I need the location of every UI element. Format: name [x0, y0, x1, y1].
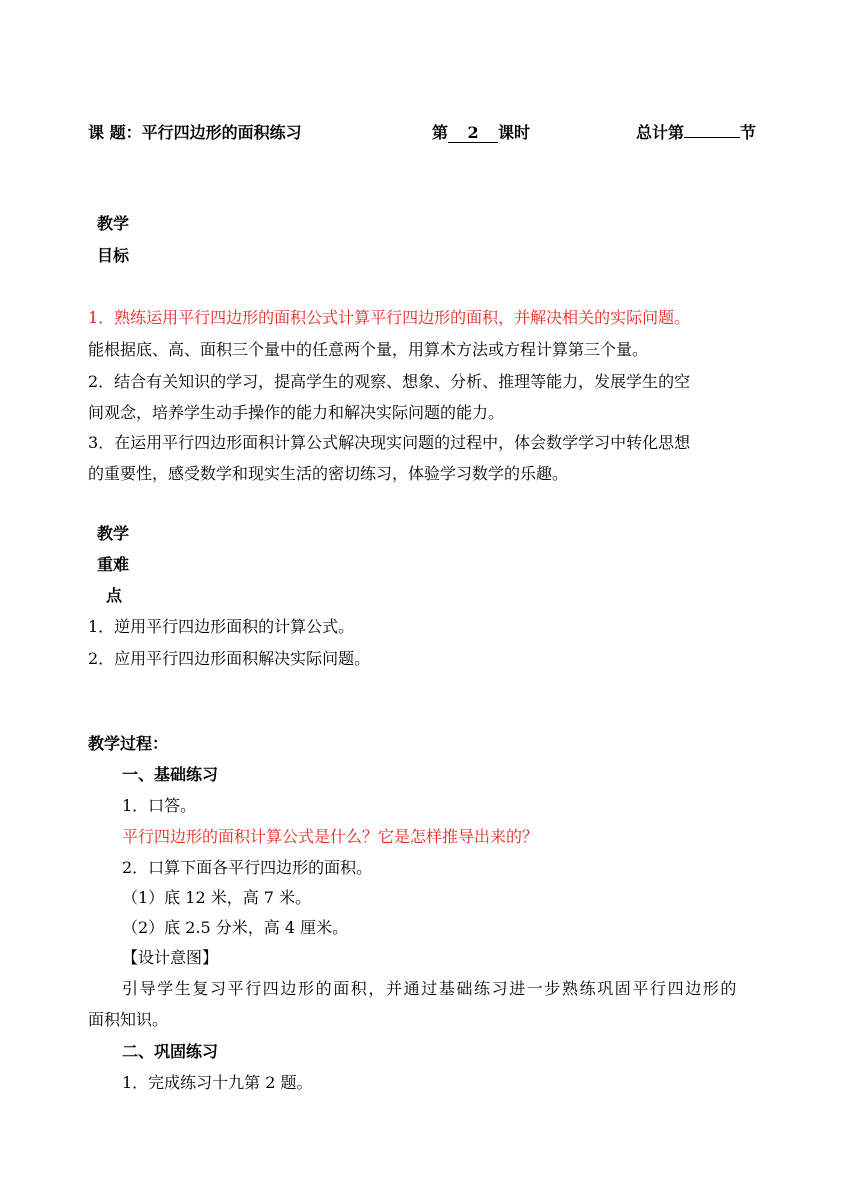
objectives-heading-2: 目标	[97, 246, 130, 265]
question-2-b: （2）底 2.5 分米，高 4 厘米。	[122, 918, 349, 937]
design-intent-label: 【设计意图】	[122, 948, 219, 967]
objective-1-cont: 能根据底、高、面积三个量中的任意两个量，用算术方法或方程计算第三个量。	[88, 340, 649, 359]
objective-2-line2: 间观念，培养学生动手操作的能力和解决实际问题的能力。	[88, 403, 505, 422]
design-intent-line1: 引导学生复习平行四边形的面积，并通过基础练习进一步熟练巩固平行四边形的	[122, 979, 739, 998]
topic-title: 平行四边形的面积练习	[141, 123, 302, 142]
objective-3-line1: 3．在运用平行四边形面积计算公式解决现实问题的过程中，体会数学学习中转化思想	[88, 433, 691, 452]
objectives-heading-1: 教学	[97, 214, 130, 233]
question-1-prompt: 平行四边形的面积计算公式是什么？它是怎样推导出来的？	[122, 827, 539, 846]
total-value-blank	[684, 137, 740, 138]
keypoints-heading-2: 重难	[97, 555, 130, 574]
keypoint-1: 1．逆用平行四边形面积的计算公式。	[88, 617, 355, 636]
keypoints-heading-1: 教学	[97, 524, 130, 543]
section-basic-practice: 一、基础练习	[122, 765, 219, 784]
lesson-period	[432, 120, 530, 143]
objective-2-line1: 2．结合有关知识的学习，提高学生的观察、想象、分析、推理等能力，发展学生的空	[88, 372, 691, 391]
total-suffix: 节	[740, 123, 757, 142]
design-intent-line2: 面积知识。	[88, 1010, 169, 1029]
section2-question-1: 1．完成练习十九第 2 题。	[122, 1073, 313, 1092]
total-prefix: 总计第	[636, 123, 685, 142]
question-1: 1．口答。	[122, 796, 197, 815]
lesson-suffix: 课时	[498, 123, 531, 142]
keypoints-heading-3: 点	[106, 586, 123, 605]
keypoint-2: 2．应用平行四边形面积解决实际问题。	[88, 649, 371, 668]
total-sessions	[636, 120, 756, 143]
lesson-number: 2	[448, 124, 498, 143]
lesson-prefix: 第	[432, 123, 449, 142]
lesson-topic	[88, 120, 302, 143]
objective-3-line2: 的重要性，感受数学和现实生活的密切练习，体验学习数学的乐趣。	[88, 464, 569, 483]
objective-1: 1．熟练运用平行四边形的面积公式计算平行四边形的面积，并解决相关的实际问题。	[88, 308, 691, 327]
question-2-a: （1）底 12 米，高 7 米。	[122, 888, 312, 907]
section-consolidation: 二、巩固练习	[122, 1042, 219, 1061]
topic-label: 课 题：	[88, 123, 142, 142]
question-2: 2．口算下面各平行四边形的面积。	[122, 858, 373, 877]
process-heading: 教学过程：	[88, 734, 169, 753]
